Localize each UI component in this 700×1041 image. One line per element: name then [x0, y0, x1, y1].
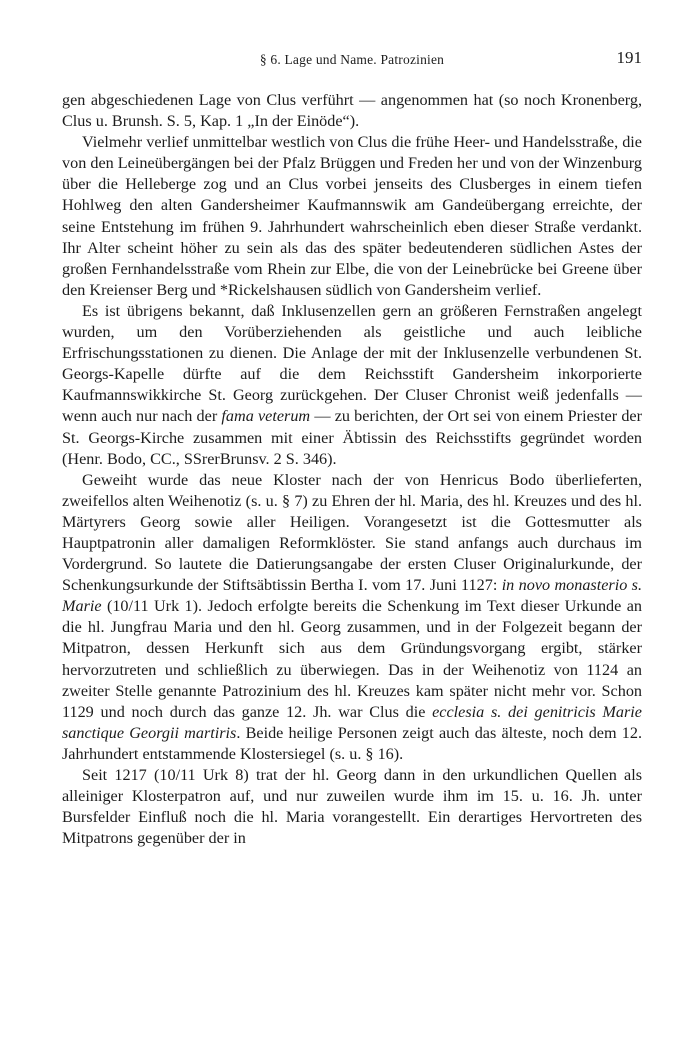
italic-phrase: fama veterum — [221, 407, 311, 426]
text-run: Geweiht wurde das neue Kloster nach der von Henricus Bodo überlieferten, zweifellos alten Weihenotiz (s. u. § 7) zu Ehren der hl. Maria, des hl. Kreuzes und des hl. Märtyrers Georg sowie aller Heiligen. Vorangesetzt ist die Gottesmutter als Hauptpatronin aller damaligen Reformklöster. Sie stand anfangs auch durchaus im Vordergrund. So lautete die Datierungsangabe der ersten Cluser Originalurkunde, der Schenkungsurkunde der Stiftsäbtissin Bertha I. vom 17. Juni 1127: — [62, 470, 642, 595]
italic-phrase: ecclesia s. dei genitricis Marie sanctique Georgii martiris — [62, 702, 642, 742]
text-run: . Beide heilige Personen zeigt auch das älteste, noch dem 12. Jahrhundert entstammende Klostersiegel (s. u. § 16). — [62, 723, 642, 763]
italic-phrase: in novo monasterio s. Marie — [62, 576, 643, 616]
paragraph — [62, 90, 642, 132]
text-run: gen abgeschiedenen Lage von Clus verführt — angenommen hat (so noch Kronenberg, Clus u. Brunsh. S. 5, Kap. 1 „In der Einöde“). — [62, 91, 642, 131]
page-number: 191 — [616, 48, 642, 67]
body-text — [62, 90, 642, 849]
book-page — [62, 44, 642, 849]
paragraph — [62, 765, 642, 849]
text-run: (10/11 Urk 1). Jedoch erfolgte bereits die Schenkung im Text dieser Urkunde an die hl. Jungfrau Maria und den hl. Georg zusammen, und in der Folgezeit begann der Mitpatron, dessen Herkunft sich aus dem Gründungsvorgang ergibt, stärker hervorzutreten und schließlich zu überwiegen. Das in der Weihenotiz von 1124 an zweiter Stelle genannte Patrozinium des hl. Kreuzes kam später nicht mehr vor. Schon 1129 und noch durch das ganze 12. Jh. war Clus die — [62, 597, 642, 721]
paragraph — [62, 132, 642, 301]
paragraph — [62, 301, 642, 470]
page-header — [62, 44, 642, 70]
text-run: — zu berichten, der Ort sei von einem Priester der St. Georgs-Kirche zusammen mit einer Äbtissin des Reichsstifts gegründet worden (Henr. Bodo, CC., SSrerBrunsv. 2 S. 346). — [62, 407, 642, 468]
running-head: § 6. Lage und Name. Patrozinien — [259, 52, 445, 67]
text-run: Seit 1217 (10/11 Urk 8) trat der hl. Georg dann in den urkundlichen Quellen als alleiniger Klosterpatron auf, und nur zuweilen wurde ihm im 15. u. 16. Jh. unter Bursfelder Einfluß noch die hl. Maria vorangestellt. Ein derartiges Hervortreten des Mitpatrons gegenüber der in — [62, 766, 642, 848]
paragraph — [62, 470, 642, 765]
text-run: Vielmehr verlief unmittelbar westlich von Clus die frühe Heer- und Handelsstraße, die von den Leineübergängen bei der Pfalz Brüggen und Freden her und von der Winzenburg über die Helleberge zog und an Clus vorbei jenseits des Clusberges in einem tiefen Hohlweg den alten Gandersheimer Kaufmannswik am Gandeübergang erreichte, der seine Entstehung im frühen 9. Jahrhundert wahrscheinlich eben dieser Straße verdankt. Ihr Alter scheint höher zu sein als das des später bedeutenderen südlichen Astes der großen Fernhandelsstraße vom Rhein zur Elbe, die von der Leinebrücke bei Greene über den Kreienser Berg und *Rickelshausen südlich von Gandersheim verlief. — [62, 133, 642, 299]
text-run: Es ist übrigens bekannt, daß Inklusenzellen gern an größeren Fernstraßen angelegt wurden, um den Vorüberziehenden als geistliche und auch leibliche Erfrischungsstationen zu dienen. Die Anlage der mit der Inklusenzelle verbundenen St. Georgs-Kapelle dürfte auf die dem Reichsstift Gandersheim inkorporierte Kaufmannswikkirche St. Georg zurückgehen. Der Cluser Chronist weiß jedenfalls — wenn auch nur nach der — [62, 301, 642, 426]
